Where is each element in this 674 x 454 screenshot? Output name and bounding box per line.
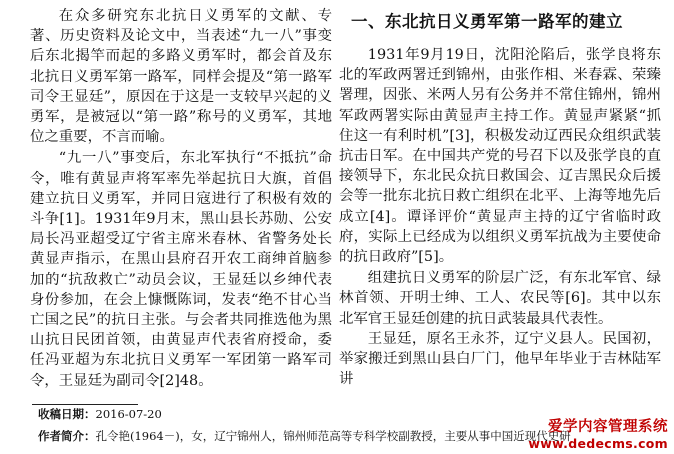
author-label: 作者简介： <box>38 429 96 443</box>
watermark-url: www.dedecms.com <box>528 436 668 451</box>
received-date: 2016-07-20 <box>95 407 162 421</box>
section-title: 一、东北抗日义勇军第一路军的建立 <box>351 12 623 31</box>
right-column <box>339 6 661 389</box>
author-info: 孔令艳(1964－)，女，辽宁锦州人，锦州师范高等专科学校副教授，主要从事中国近现代史研 <box>95 429 571 443</box>
footnote-divider <box>32 404 138 405</box>
footnote-received <box>38 406 162 422</box>
body-paragraph: 在众多研究东北抗日义勇军的文献、专著、历史资料及论文中，当表述“九一八”事变后东北揭竿而起的多路义勇军时，都会首及东北抗日义勇军第一路军，同样会提及“第一路军司令王显廷”，原因在于这是一支较早兴起的义勇军，是被冠以“第一路”称号的义勇军，其地位之重要，不言而喻。 <box>30 8 332 146</box>
body-paragraph: 王显廷，原名王永芥，辽宁义县人。民国初，举家搬迁到黑山县白厂门，他早年毕业于吉林陆军讲 <box>339 330 661 388</box>
left-column <box>30 6 332 391</box>
footnote-author <box>38 428 571 444</box>
watermark-title: 爱学内容管理系统 <box>548 419 668 435</box>
body-paragraph: 组建抗日义勇军的阶层广泛，有东北军官、绿林首领、开明士绅、工人、农民等[6]。其中以东北军官王显廷创建的抗日武装最具代表性。 <box>339 270 661 327</box>
received-label: 收稿日期： <box>38 407 96 421</box>
watermark <box>528 415 668 451</box>
body-paragraph: “九一八”事变后，东北军执行“不抵抗”命令，唯有黄显声将军率先举起抗日大旗，首倡建立抗日义勇军，并同日寇进行了积极有效的斗争[1]。1931年9月末，黑山县长苏勋、公安局长冯亚超受辽宁省主席米春林、省警务处长黄显声指示，在黑山县府召开农工商绅首脑参加的“抗敌救亡”动员会议，王显廷以乡绅代表身份参加，在会上慷慨陈词，发表“绝不甘心当亡国之民”的抗日主张。与会者共同推选他为黑山抗日民团首领，由黄显声代表省府授命，委任冯亚超为东北抗日义勇军一军团第一路军司令，王显廷为副司令[2]48。 <box>30 150 332 389</box>
body-paragraph: 1931年9月19日，沈阳沦陷后，张学良将东北的军政两署迁到锦州，由张作相、米春霖、荣臻署理，因张、米两人另有公务并不常住锦州，锦州军政两署实际由黄显声主持工作。黄显声紧紧“抓住这一有利时机”[3]，积极发动辽西民众组织武装抗击日军。在中国共产党的号召下以及张学良的直接领导下，东北民众抗日救国会、辽吉黑民众后援会等一批东北抗日救亡组织在北平、上海等地先后成立[4]。谭译评价“黄显声主持的辽宁省临时政府，实际上已经成为以组织义勇军抗战为主要使命的抗日政府”[5]。 <box>339 47 661 266</box>
